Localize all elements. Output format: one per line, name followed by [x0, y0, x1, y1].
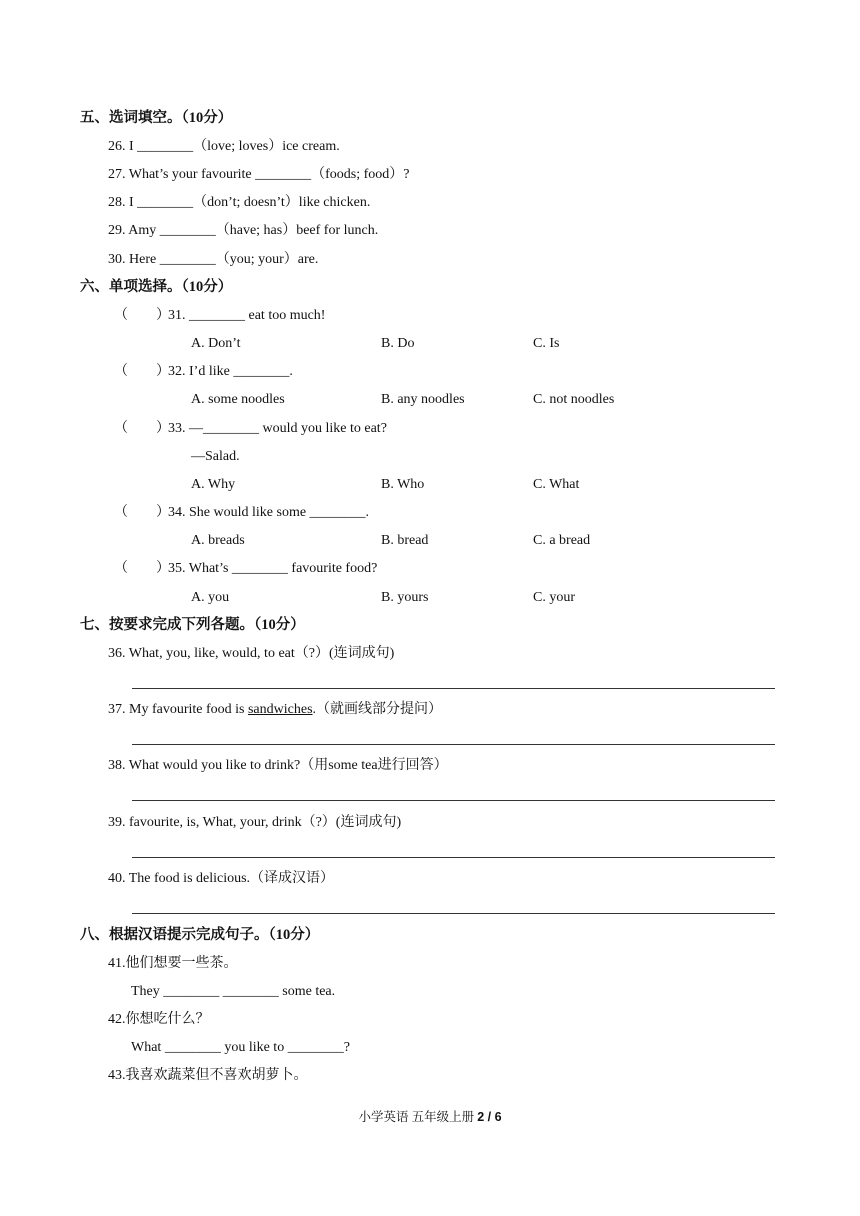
question-37-prefix: 37. My favourite food is — [108, 702, 248, 717]
question-28: 28. I ________（don’t; doesn’t）like chicken. — [108, 195, 371, 210]
option-33-c: C. What — [533, 477, 580, 492]
option-35-a: A. you — [191, 590, 230, 605]
section-5-title: 五、选词填空。（10分） — [80, 110, 233, 126]
option-31-b: B. Do — [381, 336, 415, 351]
option-31-a: A. Don’t — [191, 336, 241, 351]
page-footer — [0, 1108, 860, 1126]
question-37-underlined-word: sandwiches — [247, 702, 313, 717]
option-33-b: B. Who — [381, 477, 425, 492]
option-32-b: B. any noodles — [381, 392, 465, 407]
option-34-a: A. breads — [191, 533, 245, 548]
option-31-c: C. Is — [533, 336, 560, 351]
page-number: 2 / 6 — [477, 1110, 502, 1124]
question-41-answer: They ________ ________ some tea. — [131, 984, 336, 999]
option-33-a: A. Why — [191, 477, 236, 492]
question-38: 38. What would you like to drink?（用some tea进行回答） — [108, 758, 448, 773]
question-39: 39. favourite, is, What, your, drink（?）(连词成句) — [108, 815, 402, 830]
answer-paren-32: （ ） — [114, 364, 170, 379]
question-37 — [108, 701, 442, 719]
question-32-stem: 32. I’d like ________. — [168, 364, 293, 379]
question-42: 42.你想吃什么？ — [108, 1012, 210, 1027]
answer-line-40 — [132, 913, 775, 914]
section-7-title: 七、按要求完成下列各题。（10分） — [80, 617, 305, 633]
answer-paren-33: （ ） — [114, 421, 170, 436]
question-31-stem: 31. ________ eat too much! — [168, 308, 326, 323]
option-34-b: B. bread — [381, 533, 429, 548]
answer-line-38 — [132, 800, 775, 801]
question-33-reply: —Salad. — [191, 449, 240, 464]
question-36: 36. What, you, like, would, to eat（?）(连词成句) — [108, 646, 395, 661]
question-43: 43.我喜欢蔬菜但不喜欢胡萝卜。 — [108, 1068, 308, 1083]
question-41: 41.他们想要一些茶。 — [108, 956, 238, 971]
answer-line-37 — [132, 744, 775, 745]
question-42-answer: What ________ you like to ________? — [131, 1040, 350, 1055]
section-8-title: 八、根据汉语提示完成句子。（10分） — [80, 927, 320, 943]
question-26: 26. I ________（love; loves）ice cream. — [108, 139, 340, 154]
answer-paren-31: （ ） — [114, 308, 170, 323]
question-29: 29. Amy ________（have; has）beef for lunch. — [108, 223, 379, 238]
answer-line-36 — [132, 688, 775, 689]
question-30: 30. Here ________（you; your）are. — [108, 252, 319, 267]
option-32-a: A. some noodles — [191, 392, 285, 407]
option-35-b: B. yours — [381, 590, 429, 605]
question-35-stem: 35. What’s ________ favourite food? — [168, 561, 378, 576]
question-37-suffix: .（就画线部分提问） — [312, 702, 443, 717]
option-34-c: C. a bread — [533, 533, 591, 548]
footer-text: 小学英语 五年级上册 — [358, 1110, 478, 1124]
question-33-stem: 33. —________ would you like to eat? — [168, 421, 387, 436]
section-6-title: 六、单项选择。（10分） — [80, 279, 233, 295]
question-40: 40. The food is delicious.（译成汉语） — [108, 871, 335, 886]
answer-paren-34: （ ） — [114, 505, 170, 520]
answer-paren-35: （ ） — [114, 561, 170, 576]
option-32-c: C. not noodles — [533, 392, 615, 407]
option-35-c: C. your — [533, 590, 575, 605]
question-34-stem: 34. She would like some ________. — [168, 505, 370, 520]
question-27: 27. What’s your favourite ________（foods; food）? — [108, 167, 410, 182]
answer-line-39 — [132, 857, 775, 858]
